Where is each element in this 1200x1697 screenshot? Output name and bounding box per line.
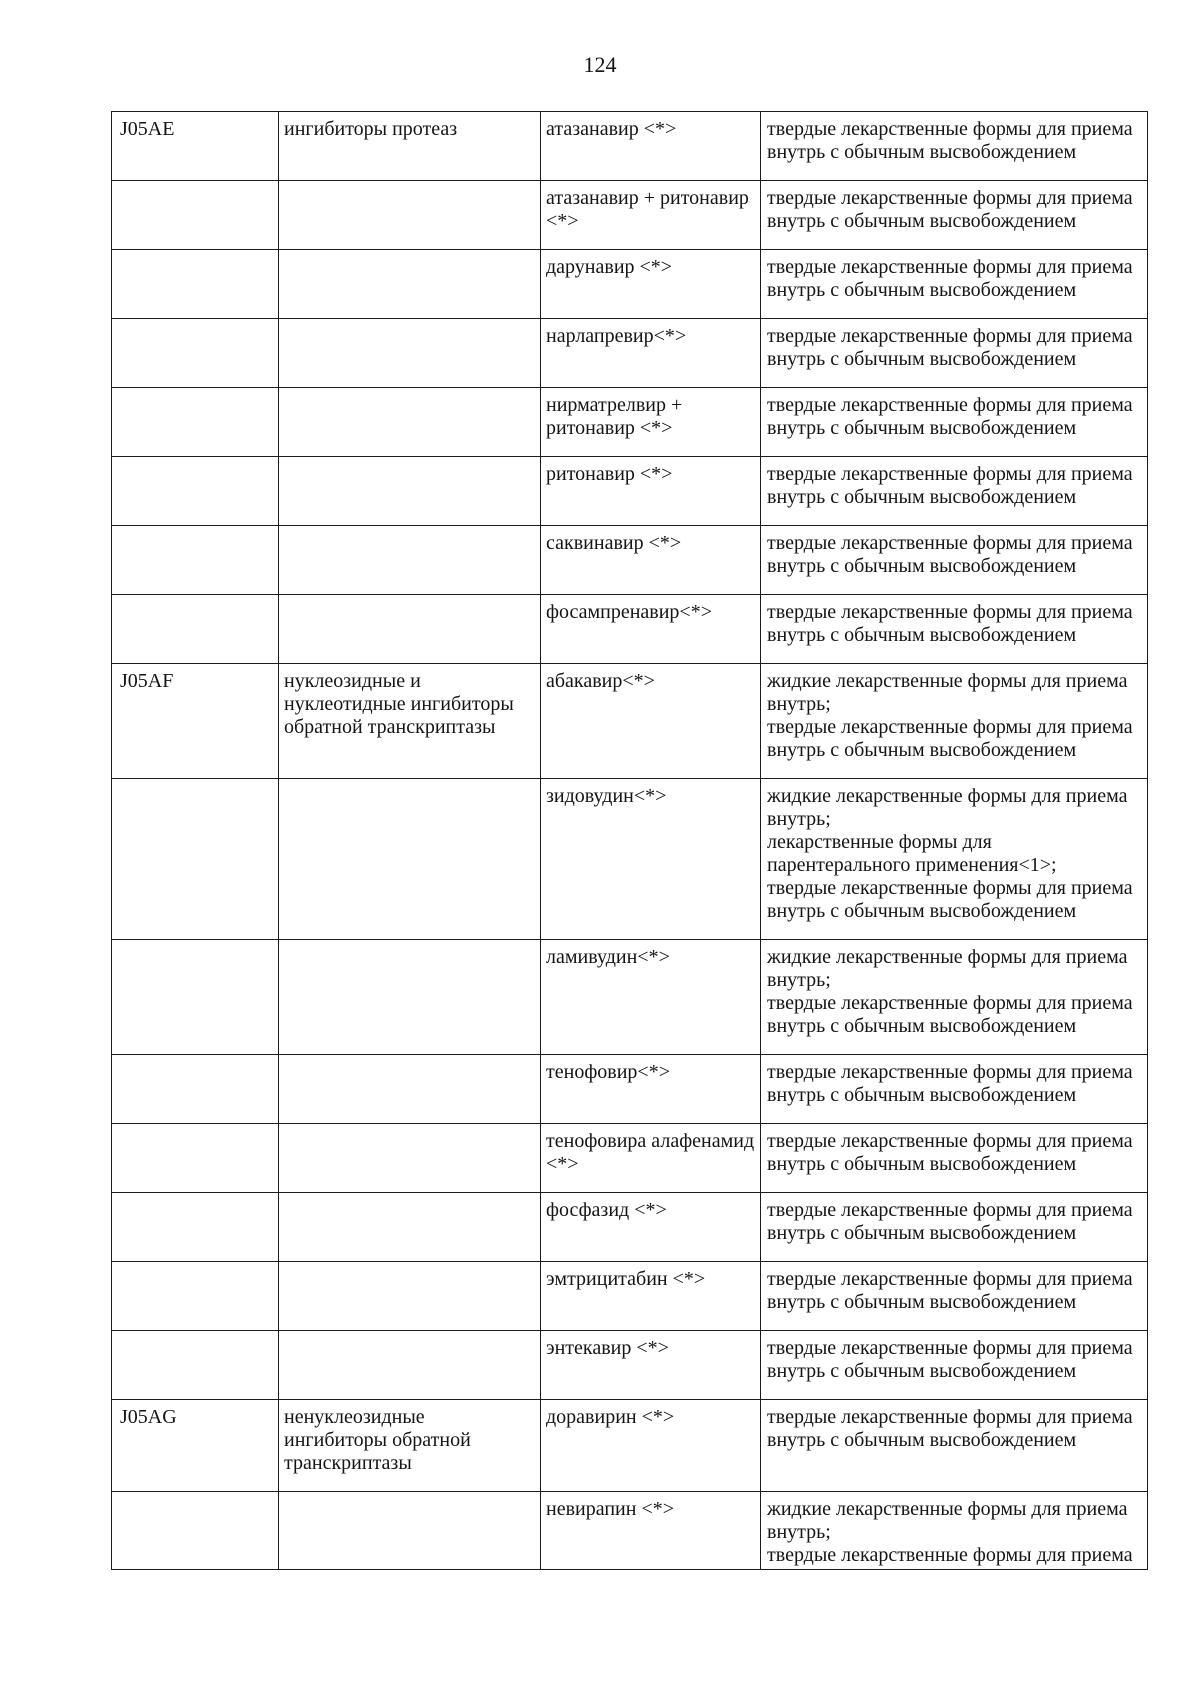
dosage-forms-cell — [761, 319, 1148, 388]
drug-name-cell — [541, 1055, 761, 1124]
group-name-cell — [279, 1492, 541, 1570]
atc-code-cell — [112, 181, 279, 250]
dosage-forms-cell — [761, 779, 1148, 940]
dosage-form-item: твердые лекарственные формы для приема внутрь с обычным высвобождением — [767, 1406, 1133, 1451]
drug-name-text: ламивудин<*> — [546, 946, 670, 968]
dosage-form-item: твердые лекарственные формы для приема внутрь с обычным высвобождением — [767, 1268, 1133, 1313]
group-name-cell — [279, 181, 541, 250]
dosage-form-item: твердые лекарственные формы для приема внутрь с обычным высвобождением — [767, 877, 1133, 922]
dosage-form-item: лекарственные формы для парентерального применения<1>; — [767, 831, 1057, 876]
dosage-forms-cell — [761, 940, 1148, 1055]
drug-name-cell — [541, 1124, 761, 1193]
drug-name-cell — [541, 388, 761, 457]
table-row — [112, 664, 1148, 779]
group-name-cell — [279, 940, 541, 1055]
dosage-form-item: твердые лекарственные формы для приема внутрь с обычным высвобождением — [767, 118, 1133, 163]
table-row — [112, 250, 1148, 319]
group-name-cell — [279, 250, 541, 319]
group-name-cell — [279, 779, 541, 940]
group-name-cell — [279, 1055, 541, 1124]
atc-code-cell — [112, 526, 279, 595]
atc-code-cell — [112, 319, 279, 388]
dosage-form-item: твердые лекарственные формы для приема внутрь с обычным высвобождением — [767, 1337, 1133, 1382]
drug-table — [111, 111, 1148, 1570]
group-name-text: ненуклеозидные ингибиторы обратной транскриптазы — [284, 1406, 471, 1474]
table-row — [112, 526, 1148, 595]
table-row — [112, 1262, 1148, 1331]
dosage-form-item: жидкие лекарственные формы для приема внутрь; — [767, 946, 1128, 991]
drug-name-text: невирапин <*> — [546, 1498, 675, 1520]
group-name-cell — [279, 526, 541, 595]
table-row — [112, 1124, 1148, 1193]
table-body — [112, 112, 1148, 1570]
dosage-forms-cell — [761, 595, 1148, 664]
group-name-cell — [279, 595, 541, 664]
drug-name-text: абакавир<*> — [546, 670, 655, 692]
drug-name-cell — [541, 112, 761, 181]
group-name-cell — [279, 388, 541, 457]
dosage-form-item: твердые лекарственные формы для приема — [767, 1544, 1133, 1566]
atc-code-text: J05AE — [120, 118, 175, 140]
atc-code-cell — [112, 388, 279, 457]
dosage-form-item: твердые лекарственные формы для приема внутрь с обычным высвобождением — [767, 394, 1133, 439]
dosage-form-item: жидкие лекарственные формы для приема внутрь; — [767, 1498, 1128, 1543]
drug-name-text: тенофовира алафенамид <*> — [546, 1130, 755, 1175]
table-row — [112, 457, 1148, 526]
drug-name-text: зидовудин<*> — [546, 785, 667, 807]
table-row — [112, 595, 1148, 664]
drug-name-cell — [541, 1400, 761, 1492]
group-name-cell — [279, 1331, 541, 1400]
dosage-form-item: твердые лекарственные формы для приема внутрь с обычным высвобождением — [767, 992, 1133, 1037]
dosage-forms-cell — [761, 526, 1148, 595]
drug-name-cell — [541, 1492, 761, 1570]
drug-name-text: фосфазид <*> — [546, 1199, 667, 1221]
group-name-cell — [279, 1400, 541, 1492]
drug-name-text: тенофовир<*> — [546, 1061, 670, 1083]
atc-code-cell — [112, 1400, 279, 1492]
atc-code-cell — [112, 457, 279, 526]
dosage-forms-cell — [761, 250, 1148, 319]
group-name-cell — [279, 457, 541, 526]
table-row — [112, 1331, 1148, 1400]
group-name-cell — [279, 112, 541, 181]
dosage-forms-cell — [761, 457, 1148, 526]
drug-name-cell — [541, 940, 761, 1055]
drug-name-cell — [541, 1331, 761, 1400]
drug-name-text: атазанавир + ритонавир <*> — [546, 187, 749, 232]
drug-name-text: доравирин <*> — [546, 1406, 675, 1428]
atc-code-cell — [112, 112, 279, 181]
drug-name-text: нирматрелвир + ритонавир <*> — [546, 394, 683, 439]
drug-name-cell — [541, 1193, 761, 1262]
dosage-forms-cell — [761, 1124, 1148, 1193]
atc-code-cell — [112, 779, 279, 940]
dosage-form-item: твердые лекарственные формы для приема внутрь с обычным высвобождением — [767, 256, 1133, 301]
dosage-form-item: твердые лекарственные формы для приема внутрь с обычным высвобождением — [767, 325, 1133, 370]
dosage-form-item: твердые лекарственные формы для приема внутрь с обычным высвобождением — [767, 601, 1133, 646]
drug-name-text: атазанавир <*> — [546, 118, 677, 140]
table-row — [112, 1400, 1148, 1492]
dosage-form-item: твердые лекарственные формы для приема внутрь с обычным высвобождением — [767, 716, 1133, 761]
dosage-form-item: твердые лекарственные формы для приема внутрь с обычным высвобождением — [767, 1199, 1133, 1244]
dosage-form-item: жидкие лекарственные формы для приема внутрь; — [767, 670, 1128, 715]
group-name-text: ингибиторы протеаз — [284, 118, 458, 140]
table-row — [112, 112, 1148, 181]
dosage-form-item: твердые лекарственные формы для приема внутрь с обычным высвобождением — [767, 532, 1133, 577]
drug-name-text: нарлапревир<*> — [546, 325, 687, 347]
atc-code-cell — [112, 1055, 279, 1124]
atc-code-cell — [112, 1124, 279, 1193]
atc-code-cell — [112, 1262, 279, 1331]
drug-name-cell — [541, 1262, 761, 1331]
dosage-forms-cell — [761, 1400, 1148, 1492]
drug-name-cell — [541, 250, 761, 319]
dosage-form-item: твердые лекарственные формы для приема внутрь с обычным высвобождением — [767, 1130, 1133, 1175]
dosage-forms-cell — [761, 1331, 1148, 1400]
group-name-cell — [279, 319, 541, 388]
atc-code-text: J05AG — [120, 1406, 177, 1428]
dosage-forms-cell — [761, 1492, 1148, 1570]
table-row — [112, 1492, 1148, 1570]
group-name-text: нуклеозидные и нуклеотидные ингибиторы обратной транскриптазы — [284, 670, 514, 738]
dosage-forms-cell — [761, 1262, 1148, 1331]
dosage-forms-cell — [761, 1193, 1148, 1262]
group-name-cell — [279, 1193, 541, 1262]
atc-code-cell — [112, 250, 279, 319]
group-name-cell — [279, 1124, 541, 1193]
drug-name-text: ритонавир <*> — [546, 463, 673, 485]
page-number: 124 — [583, 52, 617, 77]
table-row — [112, 388, 1148, 457]
dosage-form-item: твердые лекарственные формы для приема внутрь с обычным высвобождением — [767, 187, 1133, 232]
atc-code-cell — [112, 1492, 279, 1570]
drug-name-text: саквинавир <*> — [546, 532, 682, 554]
drug-name-cell — [541, 526, 761, 595]
dosage-forms-cell — [761, 664, 1148, 779]
atc-code-text: J05AF — [120, 670, 174, 692]
table-row — [112, 1193, 1148, 1262]
dosage-forms-cell — [761, 112, 1148, 181]
table-row — [112, 779, 1148, 940]
table-row — [112, 319, 1148, 388]
dosage-forms-cell — [761, 388, 1148, 457]
drug-name-cell — [541, 779, 761, 940]
table-row — [112, 181, 1148, 250]
table-row — [112, 1055, 1148, 1124]
atc-code-cell — [112, 1331, 279, 1400]
atc-code-cell — [112, 1193, 279, 1262]
dosage-form-item: твердые лекарственные формы для приема внутрь с обычным высвобождением — [767, 1061, 1133, 1106]
drug-name-cell — [541, 457, 761, 526]
atc-code-cell — [112, 664, 279, 779]
atc-code-cell — [112, 940, 279, 1055]
dosage-forms-cell — [761, 181, 1148, 250]
group-name-cell — [279, 664, 541, 779]
drug-name-text: фосампренавир<*> — [546, 601, 712, 623]
dosage-form-item: твердые лекарственные формы для приема внутрь с обычным высвобождением — [767, 463, 1133, 508]
table-row — [112, 940, 1148, 1055]
dosage-form-item: жидкие лекарственные формы для приема внутрь; — [767, 785, 1128, 830]
atc-code-cell — [112, 595, 279, 664]
drug-name-cell — [541, 595, 761, 664]
drug-name-text: дарунавир <*> — [546, 256, 673, 278]
drug-name-text: энтекавир <*> — [546, 1337, 669, 1359]
drug-name-cell — [541, 181, 761, 250]
drug-name-cell — [541, 319, 761, 388]
dosage-forms-cell — [761, 1055, 1148, 1124]
drug-name-cell — [541, 664, 761, 779]
group-name-cell — [279, 1262, 541, 1331]
drug-name-text: эмтрицитабин <*> — [546, 1268, 706, 1290]
